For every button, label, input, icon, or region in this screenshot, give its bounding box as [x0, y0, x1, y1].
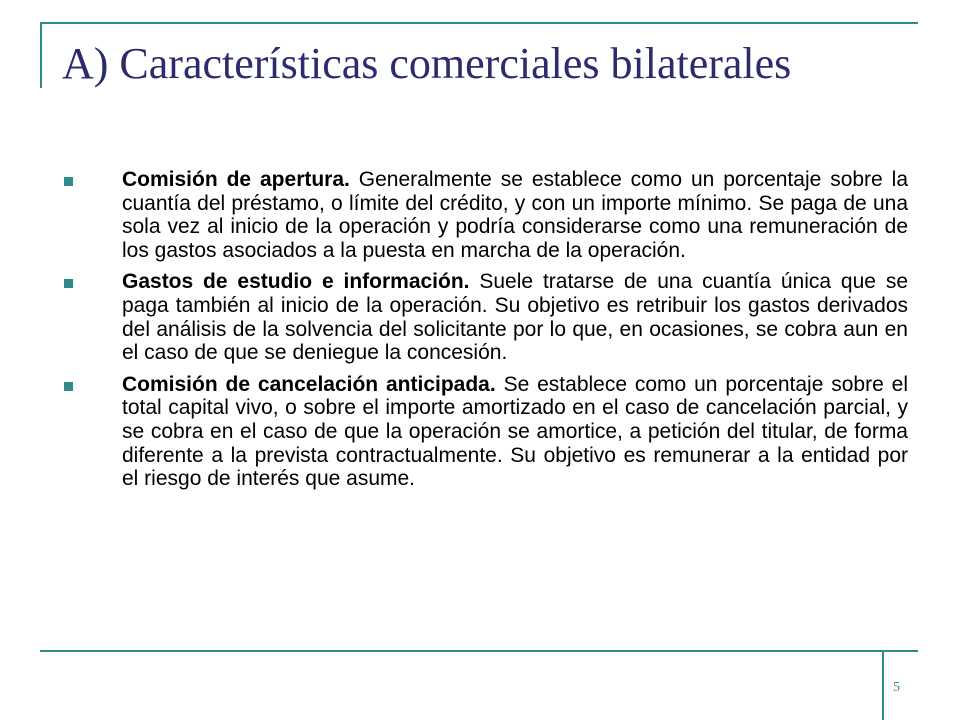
page-number: 5: [893, 680, 900, 695]
frame-right-vertical-line: [882, 650, 884, 720]
bullet-list: [58, 168, 908, 499]
square-bullet-icon: [64, 382, 73, 391]
frame-top-line: [40, 22, 918, 24]
slide-title: A) Características comerciales bilaterales: [62, 39, 792, 88]
list-item: [58, 270, 908, 364]
list-item-term: Comisión de cancelación anticipada.: [122, 372, 496, 396]
square-bullet-icon: [64, 279, 73, 288]
list-item: [58, 373, 908, 491]
list-item-text: [122, 270, 908, 364]
list-item-description: Generalmente se establece como un porcentaje sobre la cuantía del préstamo, o límite del crédito, y con un importe mínimo. Se paga de una sola vez al inicio de la operación y podría considerarse como una remuneración de los gastos asociados a la puesta en marcha de la operación.: [122, 168, 908, 262]
list-item-description: Se establece como un porcentaje sobre el total capital vivo, o sobre el importe amortizado en el caso de cancelación parcial, y se cobra en el caso de que la operación se amortice, a petición del titular, de forma diferente a la prevista contractualmente. Su objetivo es remunerar a la entidad por el riesgo de interés que asume.: [122, 372, 908, 491]
list-item-term: Gastos de estudio e información.: [122, 270, 470, 294]
list-item-term: Comisión de apertura.: [122, 168, 350, 191]
list-item-text: [122, 373, 908, 491]
frame-bottom-line: [40, 650, 918, 652]
frame-vertical-line: [40, 22, 42, 88]
list-item-description: Suele tratarse de una cuantía única que se paga también al inicio de la operación. Su objetivo es retribuir los gastos derivados del análisis de la solvencia del solicitante por lo que, en ocasiones, se cobra aun en el caso de que se deniegue la concesión.: [122, 270, 909, 365]
square-bullet-icon: [64, 177, 73, 186]
list-item-text: [122, 168, 908, 262]
list-item: [58, 168, 908, 262]
